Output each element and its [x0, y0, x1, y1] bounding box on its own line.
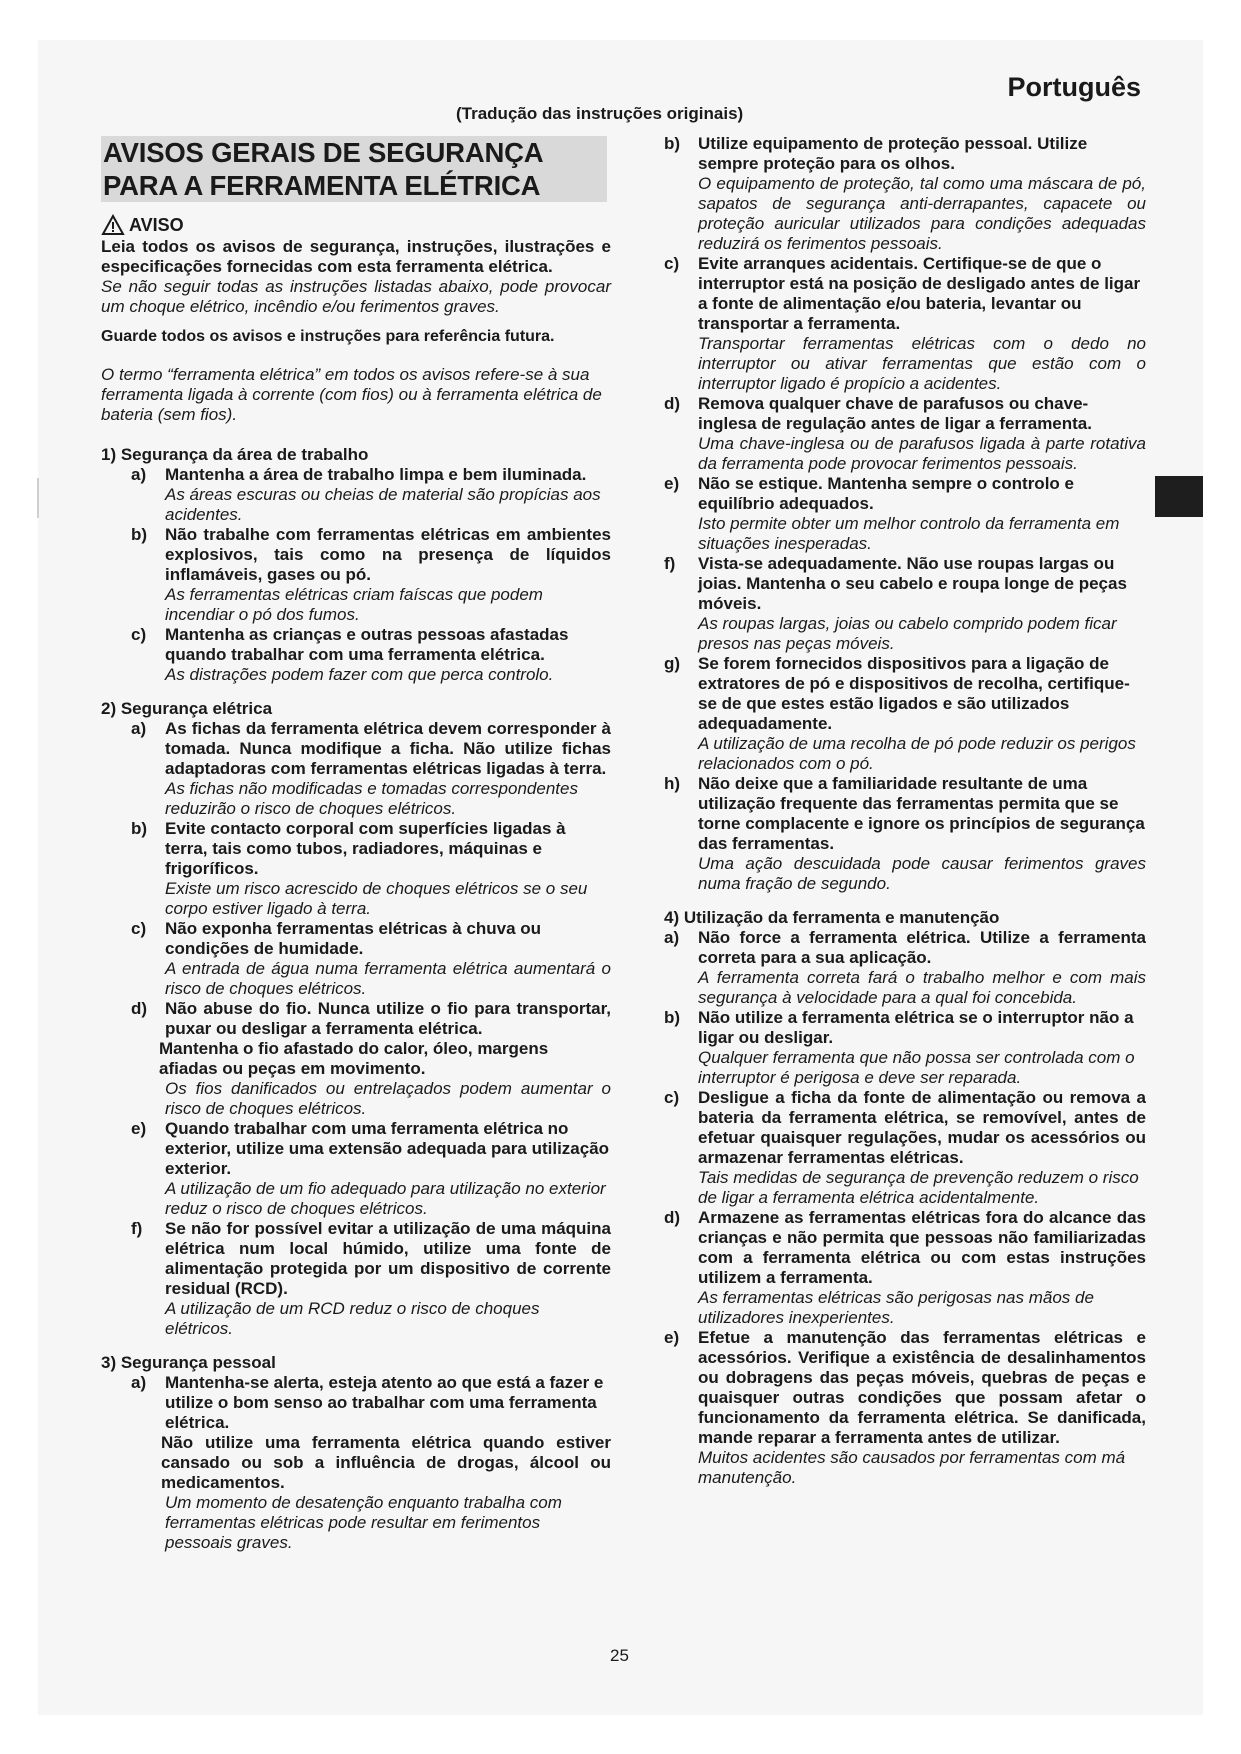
- warning-header: [101, 214, 611, 236]
- s2-item-e-note: A utilização de um fio adequado para utilização no exterior reduz o risco de choques elétricos.: [165, 1179, 606, 1218]
- s3-item-a-note: Um momento de desatenção enquanto trabalha com ferramentas elétricas pode resultar em ferimentos pessoais graves.: [165, 1493, 562, 1552]
- section-2-title: 2) Segurança elétrica: [101, 699, 273, 718]
- s3-item-e: e) Não se estique. Mantenha sempre o controlo e equilíbrio adequados.: [664, 474, 1074, 513]
- s3-item-h-note: Uma ação descuidada pode causar ferimentos graves numa fração de segundo.: [698, 854, 1146, 893]
- heading-line-2: PARA A FERRAMENTA ELÉTRICA: [103, 170, 541, 201]
- right-column: [664, 134, 1146, 1488]
- s2-item-a-note: As fichas não modificadas e tomadas correspondentes reduzirão o risco de choques elétricos.: [165, 779, 578, 818]
- s4-item-d: d) Armazene as ferramentas elétricas fora do alcance das crianças e não permita que pessoas não familiarizadas com a ferramenta elétrica ou com estas instruções utilizem a ferramenta.: [664, 1208, 1146, 1287]
- s4-item-b: b) Não utilize a ferramenta elétrica se o interruptor não a ligar ou desligar.: [664, 1008, 1134, 1047]
- s3-item-f: f) Vista-se adequadamente. Não use roupas largas ou joias. Mantenha o seu cabelo e roupa longe de peças móveis.: [664, 554, 1127, 613]
- s3-item-f-note: As roupas largas, joias ou cabelo comprido podem ficar presos nas peças móveis.: [698, 614, 1117, 653]
- s1-item-a: a) Mantenha a área de trabalho limpa e bem iluminada.: [131, 465, 587, 484]
- s2-item-b: b) Evite contacto corporal com superfícies ligadas à terra, tais como tubos, radiadores, máquinas e frigoríficos.: [131, 819, 566, 878]
- s4-item-c: c) Desligue a ficha da fonte de alimentação ou remova a bateria da ferramenta elétrica, se removível, antes de efetuar quaisquer regulações, mudar os acessórios ou armazenar ferramentas elétricas.: [664, 1088, 1146, 1167]
- s2-item-b-note: Existe um risco acrescido de choques elétricos se o seu corpo estiver ligado à terra.: [165, 879, 588, 918]
- s2-item-f-note: A utilização de um RCD reduz o risco de choques elétricos.: [165, 1299, 540, 1338]
- s3-item-d-note: Uma chave-inglesa ou de parafusos ligada à parte rotativa da ferramenta pode provocar ferimentos pessoais.: [698, 434, 1146, 473]
- section-3-title: 3) Segurança pessoal: [101, 1353, 276, 1372]
- s2-item-d-text2: Mantenha o fio afastado do calor, óleo, margens afiadas ou peças em movimento.: [159, 1039, 549, 1078]
- s3-item-a: a) Mantenha-se alerta, esteja atento ao que está a fazer e utilize o bom senso ao trabalhar com uma ferramenta elétrica.: [131, 1373, 604, 1432]
- s3-item-g-note: A utilização de uma recolha de pó pode reduzir os perigos relacionados com o pó.: [698, 734, 1136, 773]
- s2-item-c-note: A entrada de água numa ferramenta elétrica aumentará o risco de choques elétricos.: [165, 959, 611, 998]
- s3-item-d: d) Remova qualquer chave de parafusos ou chave-inglesa de regulação antes de ligar a ferramenta.: [664, 394, 1092, 433]
- s2-item-a: a) As fichas da ferramenta elétrica devem corresponder à tomada. Nunca modifique a ficha. Não utilize fichas adaptadoras com ferramentas elétricas ligadas à terra.: [131, 719, 611, 778]
- s3-item-h: h) Não deixe que a familiaridade resultante de uma utilização frequente das ferramentas permita que se torne complacente e ignore os princípios de segurança das ferramentas.: [664, 774, 1145, 853]
- section-2-items: [101, 719, 611, 1339]
- language-label: Português: [1007, 72, 1141, 102]
- warning-label: AVISO: [129, 215, 184, 235]
- s3-item-g: g) Se forem fornecidos dispositivos para a ligação de extratores de pó e dispositivos de recolha, certifique-se de que estes estão ligados e são utilizados adequadamente.: [664, 654, 1130, 733]
- s4-item-c-note: Tais medidas de segurança de prevenção reduzem o risco de ligar a ferramenta elétrica acidentalmente.: [698, 1168, 1139, 1207]
- section-4-items: [664, 928, 1146, 1488]
- s4-item-b-note: Qualquer ferramenta que não possa ser controlada com o interruptor é perigosa e deve ser reparada.: [698, 1048, 1135, 1087]
- language-tab-marker: [1155, 476, 1203, 517]
- s3-item-b: b) Utilize equipamento de proteção pessoal. Utilize sempre proteção para os olhos.: [664, 134, 1088, 173]
- warning-intro-note: Se não seguir todas as instruções listadas abaixo, pode provocar um choque elétrico, incêndio e/ou ferimentos graves.: [101, 277, 611, 316]
- s3-item-e-note: Isto permite obter um melhor controlo da ferramenta em situações inesperadas.: [698, 514, 1120, 553]
- s4-item-d-note: As ferramentas elétricas são perigosas nas mãos de utilizadores inexperientes.: [698, 1288, 1094, 1327]
- s1-item-c-note: As distrações podem fazer com que perca controlo.: [165, 665, 554, 684]
- section-4-title: 4) Utilização da ferramenta e manutenção: [664, 908, 1000, 927]
- s2-item-e: e) Quando trabalhar com uma ferramenta elétrica no exterior, utilize uma extensão adequada para utilização exterior.: [131, 1119, 610, 1178]
- heading-line-1: AVISOS GERAIS DE SEGURANÇA: [103, 137, 544, 168]
- s2-item-d-note: Os fios danificados ou entrelaçados podem aumentar o risco de choques elétricos.: [165, 1079, 611, 1118]
- s2-item-f: f) Se não for possível evitar a utilização de uma máquina elétrica num local húmido, utilize uma fonte de alimentação protegida por um dispositivo de corrente residual (RCD).: [131, 1219, 611, 1298]
- s4-item-a-note: A ferramenta correta fará o trabalho melhor e com mais segurança à velocidade para a qual foi concebida.: [698, 968, 1146, 1007]
- s4-item-e: e) Efetue a manutenção das ferramentas elétricas e acessórios. Verifique a existência de desalinhamentos ou dobragens das peças móveis, quebras de peças e quaisquer outras condições que possam afetar o funcionamento da ferramenta elétrica. Se danificada, mande reparar a ferramenta antes de utilizar.: [664, 1328, 1146, 1447]
- warning-term: O termo “ferramenta elétrica” em todos os avisos refere-se à sua ferramenta ligada à corrente (com fios) ou à ferramenta elétrica de bateria (sem fios).: [101, 365, 602, 424]
- subtitle: (Tradução das instruções originais): [456, 104, 744, 123]
- warning-intro: Leia todos os avisos de segurança, instruções, ilustrações e especificações fornecidas com esta ferramenta elétrica.: [101, 237, 611, 276]
- left-column: [101, 214, 611, 1553]
- s3-item-c-note: Transportar ferramentas elétricas com o dedo no interruptor ou ativar ferramentas que estão com o interruptor ligado é propício a acidentes.: [698, 334, 1146, 393]
- margin-mark: [37, 478, 39, 518]
- s3-item-b-note: O equipamento de proteção, tal como uma máscara de pó, sapatos de segurança anti-derrapantes, capacete ou proteção auricular utilizados para condições adequadas reduzirá os ferimentos pessoais.: [698, 174, 1146, 253]
- s1-item-b: b) Não trabalhe com ferramentas elétricas em ambientes explosivos, tais como na presença de líquidos inflamáveis, gases ou pó.: [131, 525, 611, 584]
- s3-item-c: c) Evite arranques acidentais. Certifique-se de que o interruptor está na posição de desligado antes de ligar a fonte de alimentação e/ou bateria, levantar ou transportar a ferramenta.: [664, 254, 1141, 333]
- warning-icon: [101, 214, 125, 236]
- s2-item-d: d) Não abuse do fio. Nunca utilize o fio para transportar, puxar ou desligar a ferramenta elétrica.: [131, 999, 611, 1038]
- s2-item-c: c) Não exponha ferramentas elétricas à chuva ou condições de humidade.: [131, 919, 542, 958]
- s4-item-a: a) Não force a ferramenta elétrica. Utilize a ferramenta correta para a sua aplicação.: [664, 928, 1146, 967]
- s3-item-a-text2: Não utilize uma ferramenta elétrica quando estiver cansado ou sob a influência de drogas, álcool ou medicamentos.: [161, 1433, 611, 1492]
- page-number: 25: [610, 1646, 629, 1665]
- warning-keep: Guarde todos os avisos e instruções para referência futura.: [101, 328, 555, 345]
- s1-item-c: c) Mantenha as crianças e outras pessoas afastadas quando trabalhar com uma ferramenta elétrica.: [131, 625, 569, 664]
- s1-item-b-note: As ferramentas elétricas criam faíscas que podem incendiar o pó dos fumos.: [165, 585, 543, 624]
- section-heading: [101, 136, 607, 202]
- section-1-items: [101, 465, 611, 685]
- section-3-items-left: [101, 1373, 611, 1553]
- s1-item-a-note: As áreas escuras ou cheias de material são propícias aos acidentes.: [165, 485, 601, 524]
- s4-item-e-note: Muitos acidentes são causados por ferramentas com má manutenção.: [698, 1448, 1126, 1487]
- section-1-title: 1) Segurança da área de trabalho: [101, 445, 369, 464]
